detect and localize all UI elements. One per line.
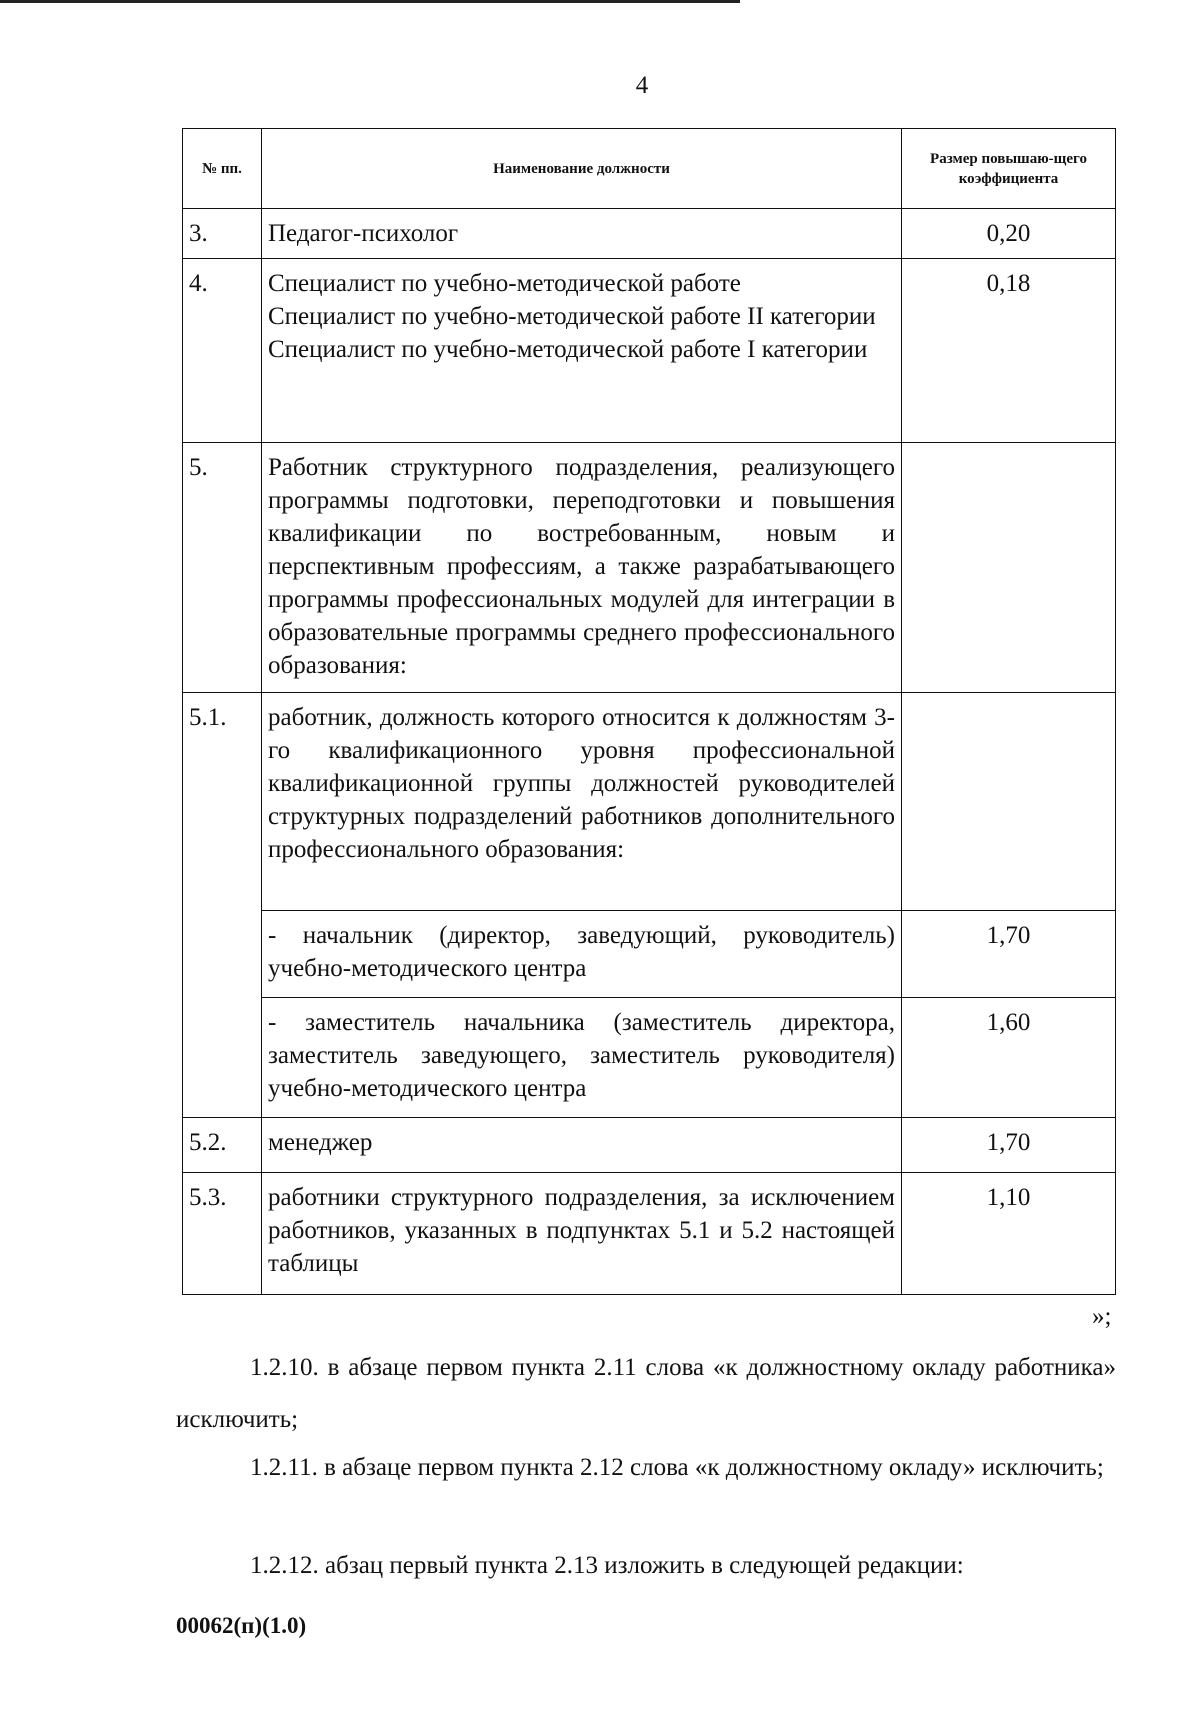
top-rule: [0, 0, 740, 3]
closing-quote: »;: [1092, 1303, 1112, 1330]
row-name: [262, 209, 902, 259]
table-row: [183, 911, 1116, 998]
table-row: [183, 1118, 1116, 1173]
header-num: № пп.: [183, 129, 262, 209]
row-num: 5.2.: [183, 1118, 262, 1173]
row-coef: 0,18: [902, 259, 1116, 443]
row-coef: 1,70: [902, 911, 1116, 998]
row-name-line: - начальник (директор, заведующий, руководитель) учебно-методического центра: [268, 922, 895, 982]
positions-table: [182, 128, 1116, 1295]
table-row: [183, 1173, 1116, 1295]
row-name: [262, 911, 902, 998]
row-coef: 1,60: [902, 998, 1116, 1118]
table-row: [183, 693, 1116, 911]
row-name-line: Педагог-психолог: [268, 220, 459, 247]
header-coef: Размер повышаю-щего коэффициента: [902, 129, 1116, 209]
row-coef: 1,10: [902, 1173, 1116, 1295]
row-name-line: работник, должность которого относится к должностям 3-го квалификационного уровня профессиональной квалификационной группы должностей руководителей структурных подразделений работников дополнительного профессионального образования:: [268, 704, 895, 863]
table-row: [183, 443, 1116, 693]
row-name: [262, 693, 902, 911]
row-name-line: Работник структурного подразделения, реализующего программы подготовки, переподготовки и повышения квалификации по востребованным, новым и перспективным профессиям, а также разрабатывающего программы профессиональных модулей для интеграции в образовательные программы среднего профессионального образования:: [268, 454, 895, 679]
row-name-line: Специалист по учебно-методической работе I категории: [268, 336, 868, 363]
row-num: 4.: [183, 259, 262, 443]
row-name-line: работники структурного подразделения, за исключением работников, указанных в подпунктах 5.1 и 5.2 настоящей таблицы: [268, 1184, 895, 1277]
row-coef: [902, 693, 1116, 911]
row-name: [262, 1118, 902, 1173]
row-name: [262, 443, 902, 693]
table-row: [183, 998, 1116, 1118]
row-name: [262, 259, 902, 443]
page-number: 4: [635, 72, 649, 99]
row-num: 3.: [183, 209, 262, 259]
table-header-row: [183, 129, 1116, 209]
paragraph-1-2-10: 1.2.10. в абзаце первом пункта 2.11 слова «к должностному окладу работника» исключить;: [176, 1354, 1116, 1433]
paragraph-1-2-11: 1.2.11. в абзаце первом пункта 2.12 слова «к должностному окладу» исключить;: [250, 1454, 1104, 1481]
row-num: 5.3.: [183, 1173, 262, 1295]
row-name: [262, 998, 902, 1118]
row-num: 5.: [183, 443, 262, 693]
row-coef: [902, 443, 1116, 693]
row-coef: 1,70: [902, 1118, 1116, 1173]
table-row: [183, 259, 1116, 443]
row-name: [262, 1173, 902, 1295]
row-name-line: менеджер: [268, 1129, 373, 1156]
document-code: 00062(п)(1.0): [176, 1613, 307, 1638]
header-name: Наименование должности: [262, 129, 902, 209]
row-coef: 0,20: [902, 209, 1116, 259]
row-name-line: - заместитель начальника (заместитель директора, заместитель заведующего, заместитель руководителя) учебно-методического центра: [268, 1009, 895, 1102]
row-name-line: Специалист по учебно-методической работе II категории: [268, 303, 876, 330]
row-name-line: Специалист по учебно-методической работе: [268, 270, 741, 297]
row-num: 5.1.: [183, 693, 262, 1118]
paragraph-1-2-12: 1.2.12. абзац первый пункта 2.13 изложить в следующей редакции:: [250, 1552, 964, 1579]
table-row: [183, 209, 1116, 259]
